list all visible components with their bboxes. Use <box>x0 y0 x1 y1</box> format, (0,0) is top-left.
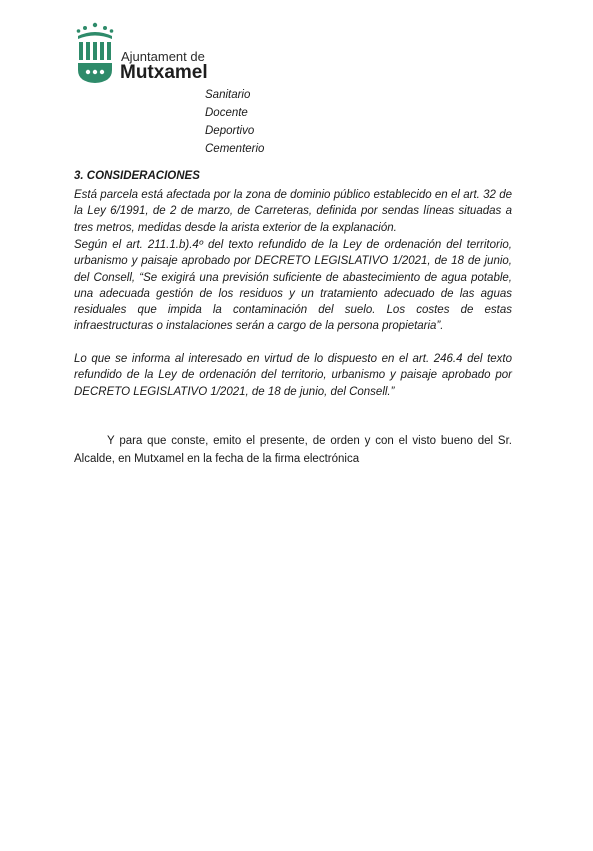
uses-list <box>205 86 264 158</box>
crown-shield-icon <box>76 22 114 84</box>
letterhead <box>76 22 296 88</box>
org-prefix: Ajuntament de <box>121 49 205 64</box>
paragraph-article-246: Lo que se informa al interesado en virtud de lo dispuesto en el art. 246.4 del texto refundido de la Ley de ordenación del territorio, urbanismo y paisaje aprobado por DECRETO LEGISLATIVO 1/2021, de 18 de junio, del Consell.” <box>74 353 512 398</box>
closing-text: Y para que conste, emito el presente, de orden y con el visto bueno del Sr. Alcalde, en Mutxamel en la fecha de la firma electrónica <box>74 435 512 465</box>
list-item: Cementerio <box>205 143 265 155</box>
list-item: Sanitario <box>205 89 251 101</box>
list-item: Deportivo <box>205 125 255 137</box>
paragraph-carreteras: Está parcela está afectada por la zona de dominio público establecido en el art. 32 de la Ley 6/1991, de 2 de marzo, de Carreteras, definida por sendas líneas situadas a tres metros, medidas desde la arista exterior de la explanación. <box>74 189 512 234</box>
list-item: Docente <box>205 107 248 119</box>
section-title: 3. CONSIDERACIONES <box>74 170 200 182</box>
closing-paragraph <box>74 432 512 468</box>
org-name: Mutxamel <box>120 62 208 83</box>
paragraph-article-211: Según el art. 211.1.b).4º del texto refundido de la Ley de ordenación del territorio, urbanismo y paisaje aprobado por DECRETO LEGISLATIVO 1/2021, de 18 de junio, del Consell, “Se exigirá una previsión suficiente de abastecimiento de agua potable, una adecuada gestión de los residuos y un tratamiento adecuado de las aguas residuales que impida la contaminación del suelo. Los costes de estas infraestructuras o instalaciones serán a cargo de la persona propietaria”. <box>74 239 512 333</box>
